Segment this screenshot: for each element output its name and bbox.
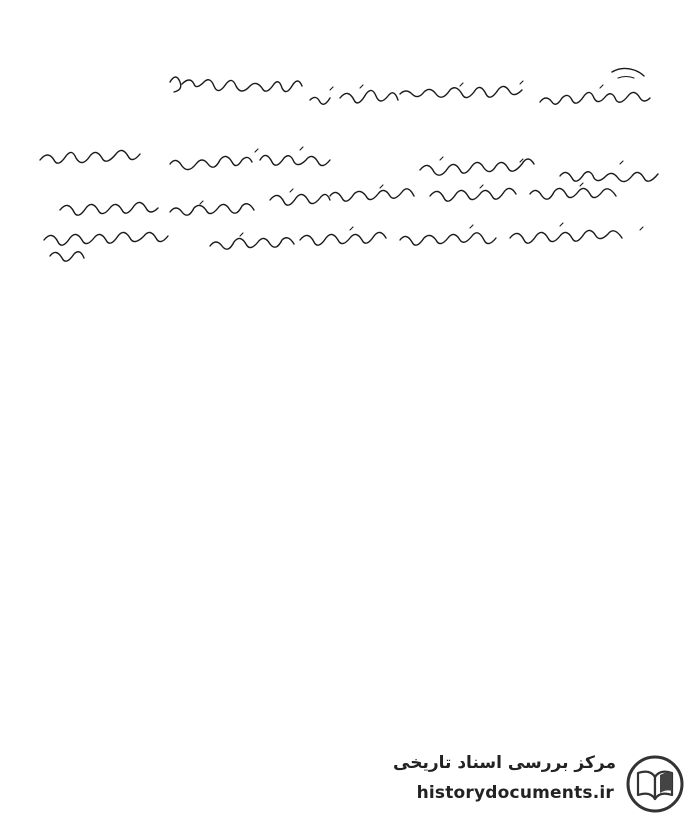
handwritten-line-5 bbox=[50, 252, 84, 261]
handwritten-line-3 bbox=[60, 183, 616, 215]
watermark bbox=[393, 749, 686, 819]
watermark-url: historydocuments.ir bbox=[416, 783, 614, 803]
book-circle-logo-icon bbox=[624, 753, 686, 815]
handwritten-line-1 bbox=[170, 77, 650, 104]
handwritten-line-4 bbox=[44, 223, 643, 249]
watermark-title: مرکز بررسی اسناد تاریخی bbox=[393, 753, 616, 773]
handwritten-line-2 bbox=[40, 147, 658, 182]
corner-mark bbox=[612, 68, 644, 78]
